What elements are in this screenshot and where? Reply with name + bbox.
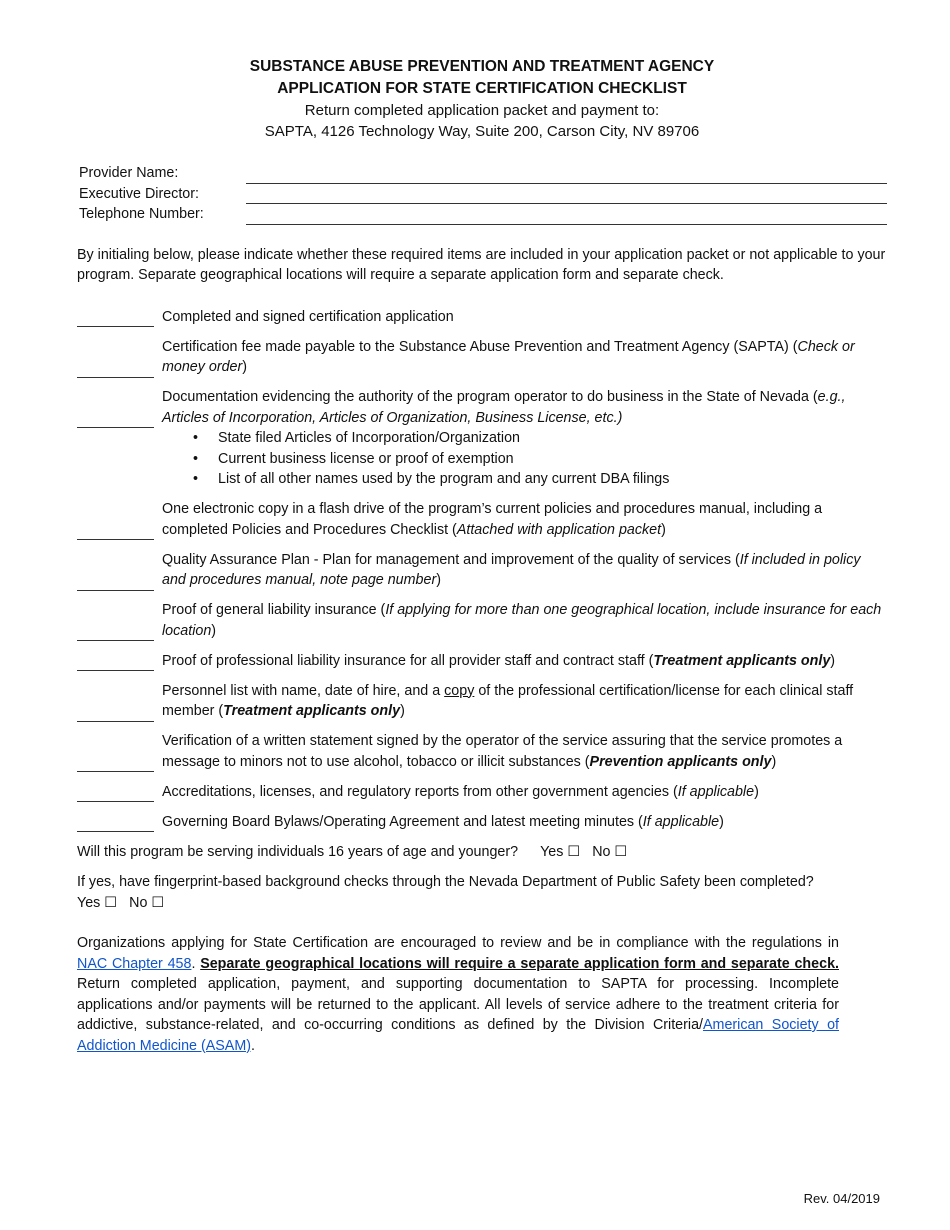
nac-chapter-link[interactable]: NAC Chapter 458: [77, 955, 192, 972]
item-text-part: Certification fee made payable to the Substance Abuse Prevention and Treatment Agency (SAPTA) (: [162, 338, 798, 355]
initial-field[interactable]: [77, 639, 154, 641]
list-item: [77, 307, 887, 328]
provider-name-row: [77, 163, 887, 184]
bullet-item: • State filed Articles of Incorporation/Organization: [218, 428, 887, 449]
item-text-part: ): [211, 622, 217, 639]
initial-field[interactable]: [77, 426, 154, 428]
age-question: [77, 842, 887, 863]
item-text-bold-italic: Treatment applicants only: [653, 652, 831, 669]
closing-text: .: [251, 1037, 255, 1054]
fingerprint-no-checkbox[interactable]: No ☐: [129, 894, 165, 911]
item-text-part: ): [400, 703, 405, 719]
item-text-italic: If applicable: [642, 813, 720, 830]
age-yes-checkbox[interactable]: Yes ☐: [540, 843, 581, 860]
initial-field-wrap: [77, 387, 154, 428]
item-text: [162, 681, 887, 722]
item-text-italic: If included in policy and procedures manual, note page number: [162, 551, 861, 588]
closing-paragraph: [77, 933, 839, 1056]
initial-field[interactable]: [77, 770, 154, 772]
intro-paragraph: By initialing below, please indicate whether these required items are included in your application packet or not applicable to your program. Separate geographical locations will require a separate application form and separate check.: [77, 246, 886, 283]
list-item: [77, 651, 887, 672]
initial-field[interactable]: [77, 589, 154, 591]
age-no-checkbox[interactable]: No ☐: [592, 843, 628, 860]
item-text: [162, 337, 887, 378]
item-text-part: ): [719, 813, 724, 830]
item-text-part: ): [661, 521, 666, 538]
initial-field[interactable]: [77, 538, 154, 540]
item-text: [162, 600, 887, 641]
initial-field[interactable]: [77, 800, 154, 802]
item-text: [162, 499, 887, 540]
item-text-part: ): [754, 783, 759, 800]
item-text-part: Verification of a written statement signed by the operator of the service assuring that the service promotes a message to minors not to use alcohol, tobacco or illicit substances (: [162, 733, 843, 770]
item-text-bold-italic: Treatment applicants only: [223, 703, 401, 719]
list-item: [77, 337, 887, 378]
item-text: Completed and signed certification application: [162, 308, 454, 325]
list-item: [77, 782, 887, 803]
asam-link[interactable]: American Society of Addiction Medicine (ASAM): [77, 1017, 839, 1054]
provider-name-label: Provider Name:: [79, 165, 179, 181]
provider-fields: [77, 163, 887, 225]
item-text-part: of the professional certification/license for each clinical staff member (: [162, 682, 854, 719]
item-text-part: ): [771, 753, 777, 770]
initial-field[interactable]: [77, 830, 154, 832]
item-text-italic: If applicable: [677, 783, 755, 800]
list-item: [77, 731, 887, 772]
provider-name-field[interactable]: [246, 172, 887, 184]
closing-emphasis: Separate geographical locations will require a separate application form and separate check.: [200, 955, 839, 972]
fingerprint-question-text: If yes, have fingerprint-based background checks through the Nevada Department of Public Safety been completed?: [77, 874, 814, 890]
item-text: [162, 812, 887, 833]
return-address: SAPTA, 4126 Technology Way, Suite 200, Carson City, NV 89706: [264, 123, 700, 140]
item-text-bold-italic: Prevention applicants only: [589, 753, 772, 770]
return-instruction: Return completed application packet and payment to:: [304, 102, 660, 119]
executive-director-label: Executive Director:: [79, 185, 199, 202]
initial-field[interactable]: [77, 325, 154, 327]
list-item: [77, 681, 887, 722]
fingerprint-answers: [77, 893, 887, 914]
fingerprint-question: [77, 872, 887, 913]
item-text-italic: If applying for more than one geographical location, include insurance for each location: [162, 602, 882, 639]
item-text-part: Governing Board Bylaws/Operating Agreement and latest meeting minutes (: [162, 813, 643, 830]
item-text: [162, 731, 887, 772]
telephone-number-row: [77, 204, 887, 225]
executive-director-field[interactable]: [246, 192, 887, 204]
fingerprint-yes-checkbox[interactable]: Yes ☐: [77, 894, 118, 911]
item-text-part: Personnel list with name, date of hire, and a: [162, 682, 445, 699]
item-text: [162, 550, 887, 591]
checklist-items: [77, 307, 887, 833]
item-text-part: Quality Assurance Plan - Plan for management and improvement of the quality of services (: [162, 551, 740, 568]
list-item: [77, 812, 887, 833]
item-text: [162, 387, 887, 490]
item-text-italic: Check or money order: [162, 338, 855, 375]
item-text-part: One electronic copy in a flash drive of the program’s current policies and procedures manual, including a completed Policies and Procedures Checklist (: [162, 501, 823, 538]
revision-date: Rev. 04/2019: [803, 1191, 880, 1206]
item-text-part: Proof of general liability insurance (: [162, 602, 386, 618]
executive-director-row: [77, 184, 887, 205]
list-item: [77, 550, 887, 591]
bullet-item: • Current business license or proof of exemption: [218, 449, 887, 470]
closing-text: Return completed application, payment, and supporting documentation to SAPTA for processing. Incomplete applications and/or payments will be returned to the applicant. All levels of service adhere to the treatment criteria for addictive, substance-related, and co-occurring conditions as defined by the Division Criteria/: [77, 976, 839, 1033]
documentation-bullets: [162, 428, 887, 490]
closing-text: Organizations applying for State Certification are encouraged to review and be in compliance with the regulations in: [77, 935, 839, 951]
item-text-part: Proof of professional liability insurance for all provider staff and contract staff (: [162, 652, 654, 669]
bullet-item: • List of all other names used by the program and any current DBA filings: [218, 469, 887, 490]
item-text-part: ): [242, 359, 248, 375]
list-item: [77, 600, 887, 641]
checklist-title: APPLICATION FOR STATE CERTIFICATION CHECKLIST: [277, 80, 687, 97]
telephone-number-label: Telephone Number:: [79, 206, 204, 222]
item-text-part: Documentation evidencing the authority of the program operator to do business in the State of Nevada (: [162, 389, 818, 405]
item-text-part: ): [436, 572, 441, 588]
initial-field[interactable]: [77, 376, 154, 378]
initial-field[interactable]: [77, 669, 154, 671]
closing-text: .: [191, 955, 201, 972]
telephone-number-field[interactable]: [246, 213, 887, 225]
list-item: [77, 499, 887, 540]
item-text-part: ): [830, 652, 836, 669]
initial-field[interactable]: [77, 720, 154, 722]
list-item: [77, 387, 887, 490]
item-text: [162, 651, 887, 672]
item-text-underline: copy: [444, 682, 475, 699]
item-text-italic: e.g., Articles of Incorporation, Articles of Organization, Business License, etc.): [162, 389, 846, 426]
item-text: [162, 782, 887, 803]
item-text-part: Accreditations, licenses, and regulatory reports from other government agencies (: [162, 783, 678, 800]
document-header: [77, 56, 887, 142]
age-question-text: Will this program be serving individuals 16 years of age and younger?: [77, 843, 519, 860]
agency-title: SUBSTANCE ABUSE PREVENTION AND TREATMENT AGENCY: [249, 58, 715, 75]
checklist-page: [77, 56, 887, 1056]
item-text-italic: Attached with application packet: [456, 521, 662, 538]
